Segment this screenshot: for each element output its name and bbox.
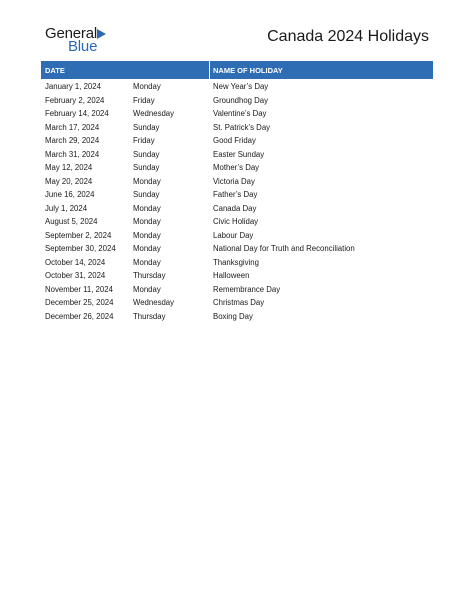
cell-date: June 16, 2024 <box>45 190 95 199</box>
table-row <box>41 256 433 270</box>
cell-date: July 1, 2024 <box>45 203 88 213</box>
cell-holiday-name: Christmas Day <box>213 298 265 307</box>
cell-date: September 30, 2024 <box>45 244 116 253</box>
cell-holiday-name: Valentine’s Day <box>213 109 267 118</box>
table-row <box>41 148 433 162</box>
column-header-holiday-name: NAME OF HOLIDAY <box>213 66 283 75</box>
holidays-table <box>41 61 433 323</box>
cell-date: August 5, 2024 <box>45 217 98 226</box>
cell-holiday-name: Thanksgiving <box>213 257 259 267</box>
cell-holiday-name: Father’s Day <box>213 190 258 199</box>
cell-weekday: Friday <box>133 95 155 105</box>
cell-weekday: Sunday <box>133 149 160 159</box>
table-row <box>41 229 433 243</box>
cell-date: March 17, 2024 <box>45 122 100 132</box>
cell-holiday-name: Halloween <box>213 271 250 280</box>
cell-weekday: Wednesday <box>133 298 175 307</box>
cell-holiday-name: Canada Day <box>213 203 257 213</box>
table-body <box>41 80 433 323</box>
cell-date: January 1, 2024 <box>45 82 101 91</box>
cell-weekday: Sunday <box>133 122 160 132</box>
table-row <box>41 242 433 256</box>
cell-date: October 14, 2024 <box>45 257 106 267</box>
table-row <box>41 215 433 229</box>
cell-holiday-name: National Day for Truth and Reconciliation <box>213 244 355 253</box>
generalblue-logo <box>45 26 115 54</box>
cell-holiday-name: Groundhog Day <box>213 95 269 105</box>
table-header <box>41 61 433 79</box>
cell-weekday: Monday <box>133 203 161 213</box>
cell-weekday: Monday <box>133 217 161 226</box>
cell-date: May 20, 2024 <box>45 176 93 186</box>
cell-holiday-name: St. Patrick’s Day <box>213 122 271 132</box>
cell-date: December 25, 2024 <box>45 298 114 307</box>
table-row <box>41 202 433 216</box>
table-row <box>41 283 433 297</box>
cell-weekday: Monday <box>133 257 161 267</box>
table-row <box>41 310 433 324</box>
cell-holiday-name: Boxing Day <box>213 311 253 321</box>
table-row <box>41 175 433 189</box>
logo-text-blue: Blue <box>68 38 98 55</box>
cell-date: February 14, 2024 <box>45 109 109 118</box>
cell-holiday-name: Easter Sunday <box>213 149 265 159</box>
table-row <box>41 269 433 283</box>
cell-holiday-name: Civic Holiday <box>213 217 259 226</box>
cell-holiday-name: New Year’s Day <box>213 82 269 91</box>
column-header-date: DATE <box>45 66 65 75</box>
cell-weekday: Wednesday <box>133 109 175 118</box>
cell-date: February 2, 2024 <box>45 95 105 105</box>
table-row <box>41 134 433 148</box>
cell-date: May 12, 2024 <box>45 163 93 172</box>
table-row <box>41 107 433 121</box>
cell-date: March 29, 2024 <box>45 136 100 145</box>
cell-weekday: Sunday <box>133 163 160 172</box>
cell-holiday-name: Victoria Day <box>213 176 255 186</box>
cell-weekday: Sunday <box>133 190 160 199</box>
cell-holiday-name: Good Friday <box>213 136 256 145</box>
cell-holiday-name: Labour Day <box>213 230 254 240</box>
cell-weekday: Monday <box>133 244 161 253</box>
cell-date: March 31, 2024 <box>45 149 100 159</box>
table-row <box>41 188 433 202</box>
cell-date: September 2, 2024 <box>45 230 112 240</box>
header-divider <box>209 61 210 79</box>
table-row <box>41 161 433 175</box>
cell-holiday-name: Remembrance Day <box>213 284 281 294</box>
cell-weekday: Monday <box>133 230 161 240</box>
cell-date: November 11, 2024 <box>45 284 113 294</box>
cell-weekday: Monday <box>133 82 161 91</box>
cell-weekday: Friday <box>133 136 155 145</box>
cell-date: December 26, 2024 <box>45 311 114 321</box>
table-row <box>41 296 433 310</box>
cell-weekday: Thursday <box>133 271 166 280</box>
table-row <box>41 80 433 94</box>
logo-triangle-icon <box>97 29 106 39</box>
cell-holiday-name: Mother’s Day <box>213 163 260 172</box>
table-row <box>41 94 433 108</box>
table-row <box>41 121 433 135</box>
cell-weekday: Monday <box>133 284 161 294</box>
page-title: Canada 2024 Holidays <box>267 28 429 45</box>
logo-text-general: General <box>45 25 97 42</box>
cell-date: October 31, 2024 <box>45 271 106 280</box>
cell-weekday: Thursday <box>133 311 166 321</box>
cell-weekday: Monday <box>133 176 161 186</box>
